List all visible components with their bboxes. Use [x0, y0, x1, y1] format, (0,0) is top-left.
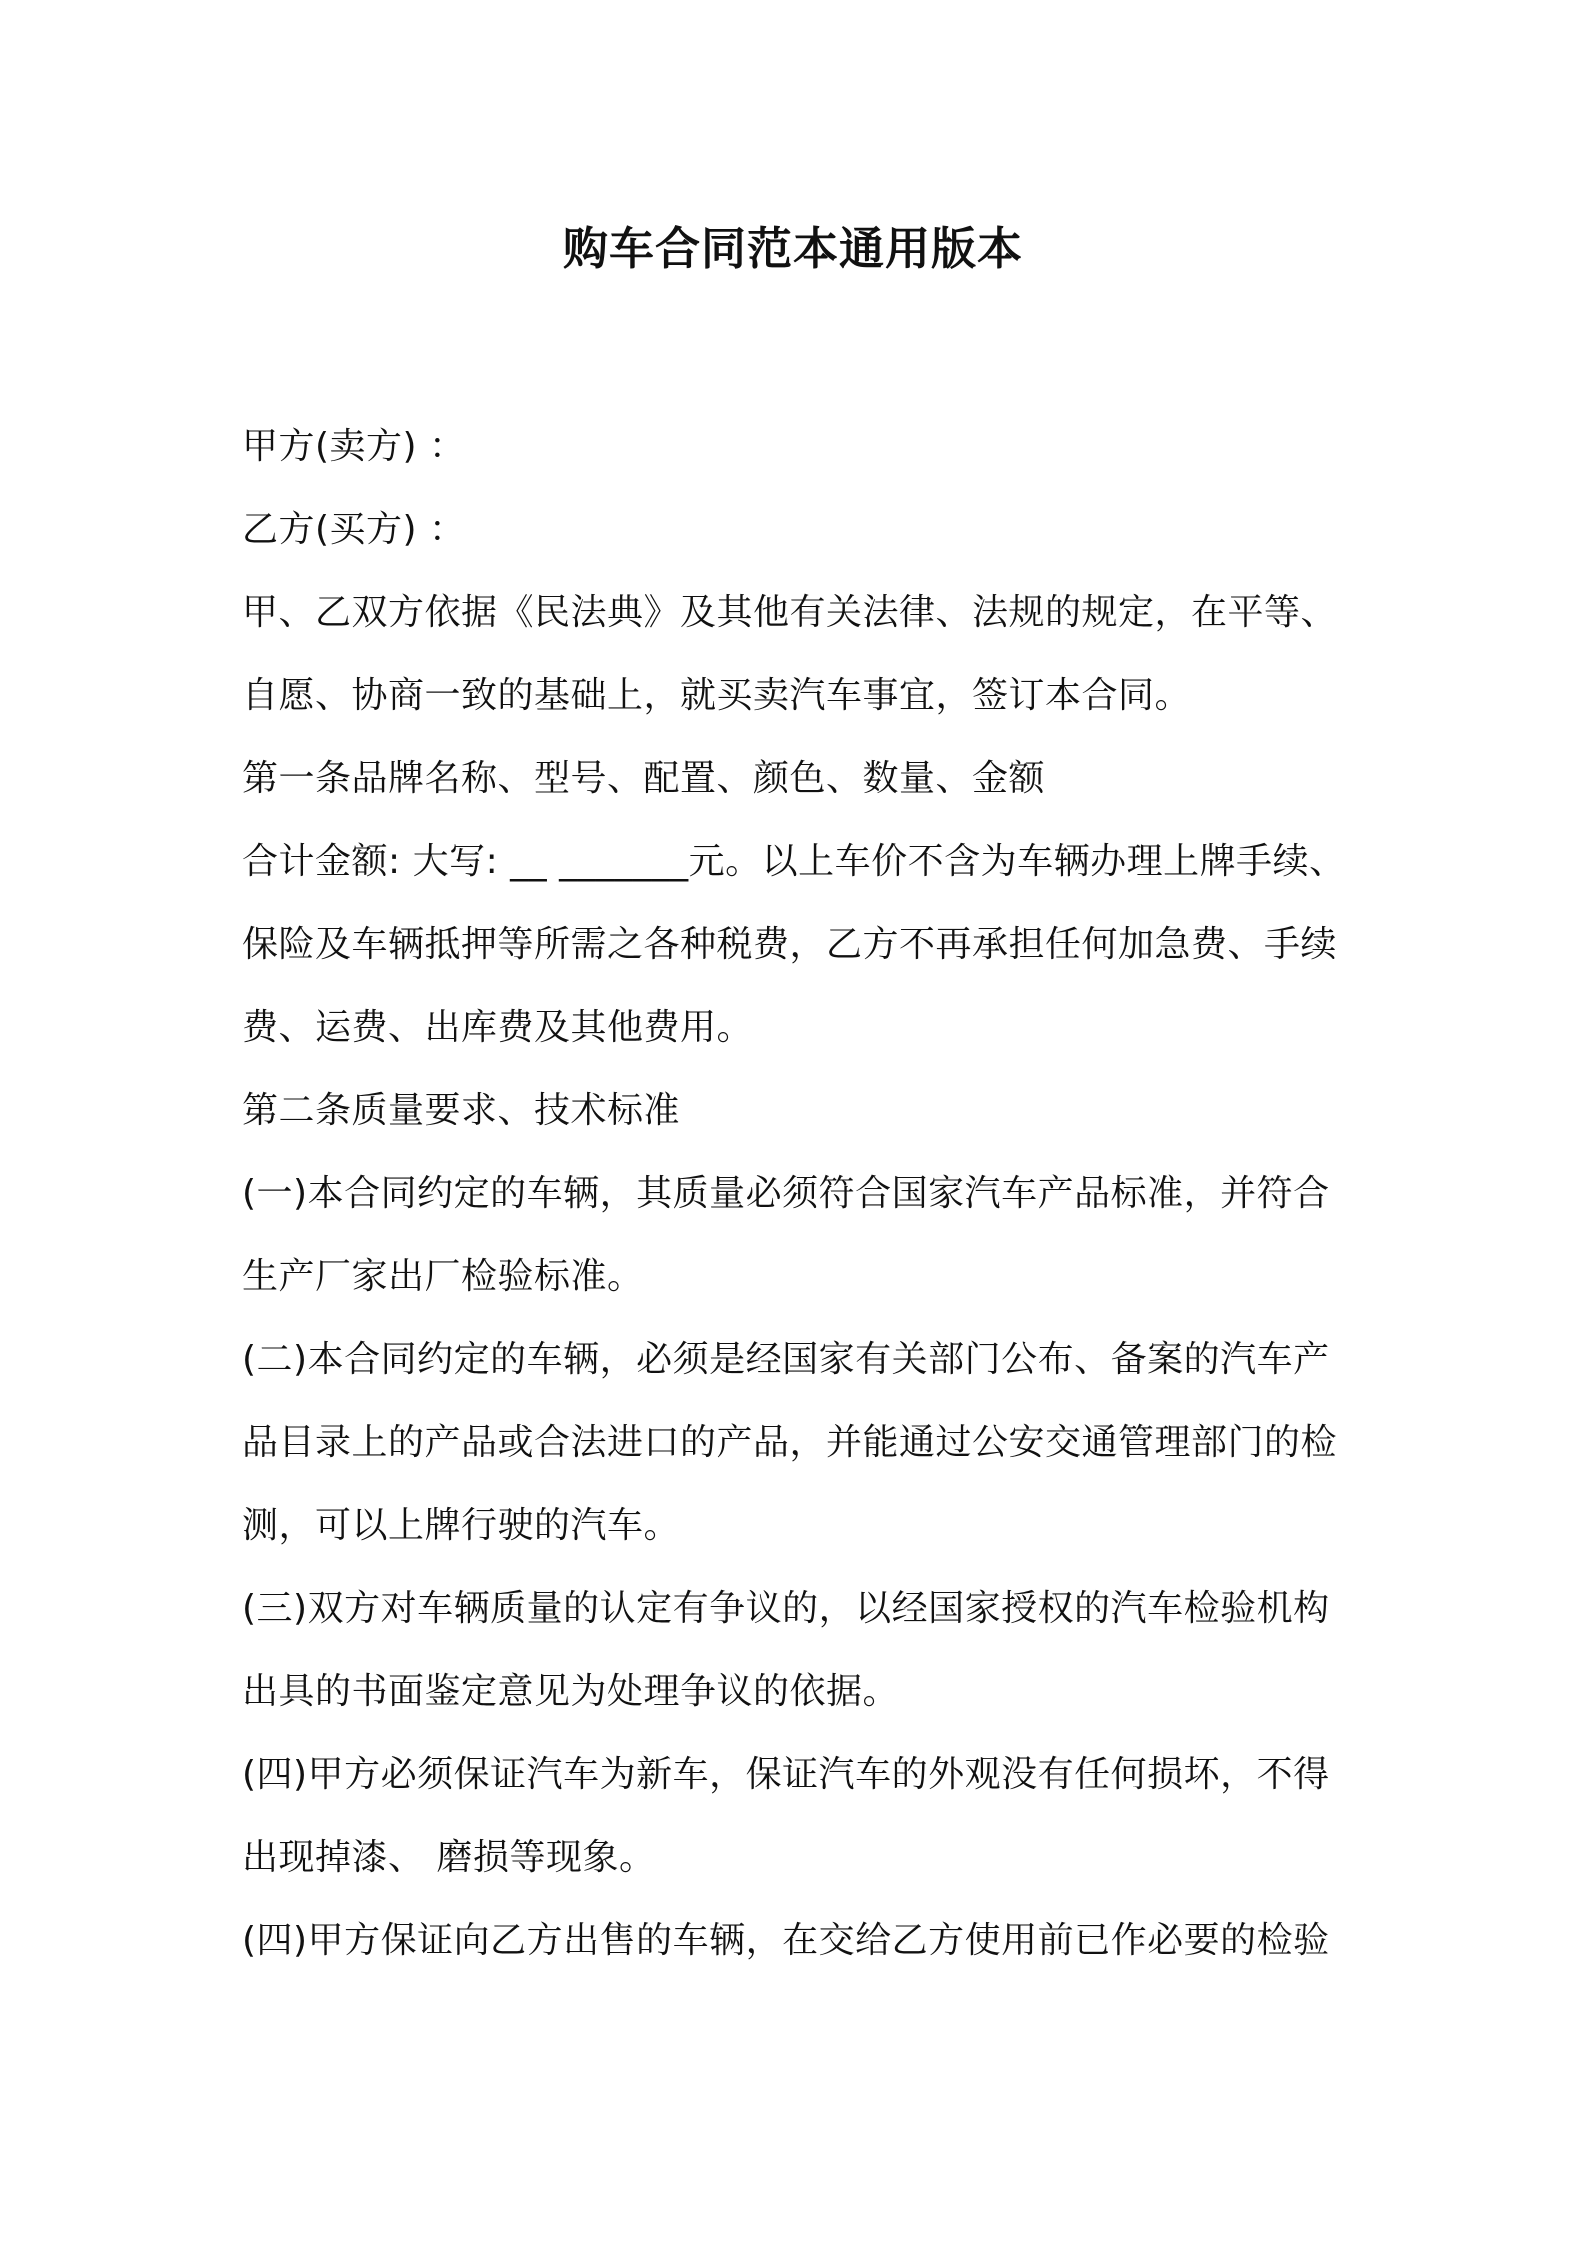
preamble-line: 甲、乙双方依据《民法典》及其他有关法律、法规的规定，在平等、 — [242, 592, 1338, 633]
article-1-text: 合计金额: 大写: __ _______元。以上车价不含为车辆办理上牌手续、 — [242, 841, 1346, 882]
party-a-line: 甲方(卖方) ： — [242, 426, 466, 467]
article-2-heading: 第二条质量要求、技术标准 — [242, 1090, 681, 1131]
clause-text: (四)甲方必须保证汽车为新车，保证汽车的外观没有任何损坏，不得 — [242, 1754, 1330, 1795]
clause-text: 出具的书面鉴定意见为处理争议的依据。 — [242, 1671, 900, 1712]
clause-text: 生产厂家出厂检验标准。 — [242, 1256, 644, 1297]
preamble-line: 自愿、协商一致的基础上，就买卖汽车事宜，签订本合同。 — [242, 675, 1192, 716]
document-title: 购车合同范本通用版本 — [562, 222, 1023, 275]
clause-text: 出现掉漆、 磨损等现象。 — [242, 1837, 656, 1878]
clause-text: 品目录上的产品或合法进口的产品，并能通过公安交通管理部门的检 — [242, 1422, 1338, 1463]
clause-text: 测，可以上牌行驶的汽车。 — [242, 1505, 681, 1546]
clause-text: (三)双方对车辆质量的认定有争议的，以经国家授权的汽车检验机构 — [242, 1588, 1330, 1629]
clause-text: (二)本合同约定的车辆，必须是经国家有关部门公布、备案的汽车产 — [242, 1339, 1330, 1380]
party-b-line: 乙方(买方) ： — [242, 509, 466, 550]
document-body — [242, 405, 1362, 1982]
article-1-text: 费、运费、出库费及其他费用。 — [242, 1007, 754, 1048]
clause-text: (四)甲方保证向乙方出售的车辆，在交给乙方使用前已作必要的检验 — [242, 1920, 1330, 1961]
clause-text: (一)本合同约定的车辆，其质量必须符合国家汽车产品标准，并符合 — [242, 1173, 1330, 1214]
article-1-text: 保险及车辆抵押等所需之各种税费，乙方不再承担任何加急费、手续 — [242, 924, 1338, 965]
article-1-heading: 第一条品牌名称、型号、配置、颜色、数量、金额 — [242, 758, 1046, 799]
